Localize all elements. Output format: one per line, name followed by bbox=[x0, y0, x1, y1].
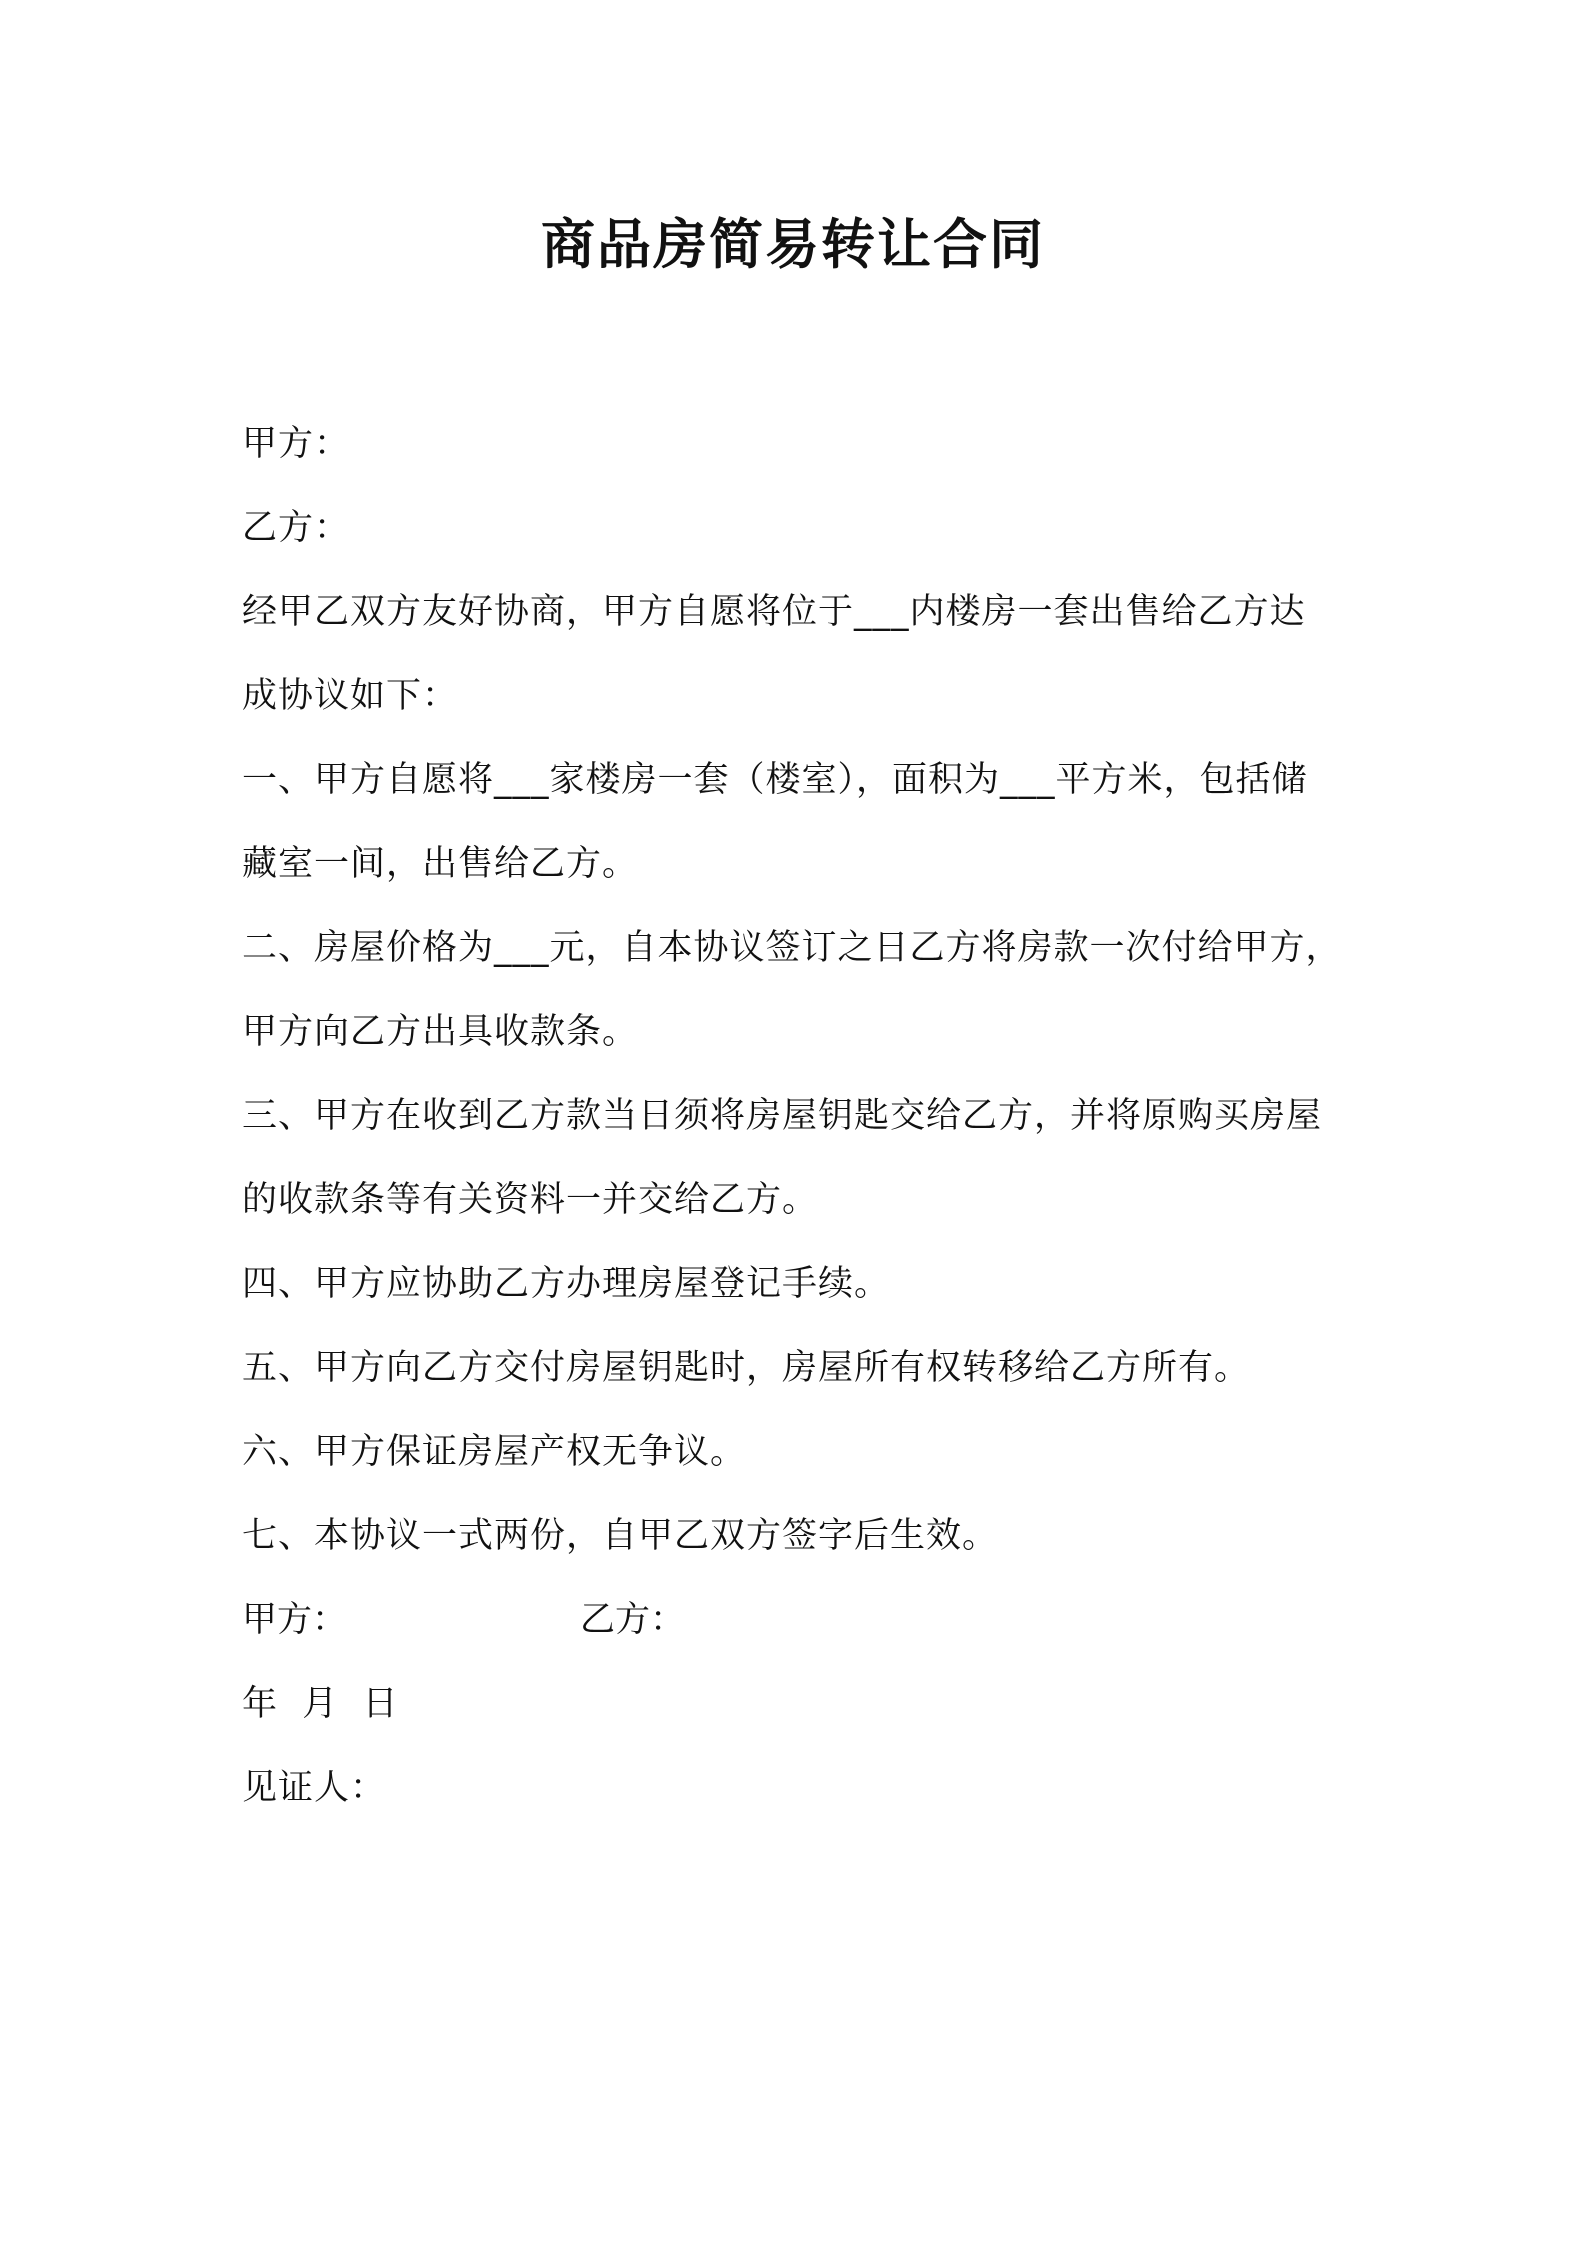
clause-5: 五、甲方向乙方交付房屋钥匙时，房屋所有权转移给乙方所有。 bbox=[242, 1348, 1251, 1388]
clause-2-line-1: 二、房屋价格为___元，自本协议签订之日乙方将房款一次付给甲方， bbox=[242, 928, 1342, 968]
document-title: 商品房简易转让合同 bbox=[541, 213, 1045, 276]
date-line: 年 月 日 bbox=[242, 1684, 399, 1724]
clause-1-line-2: 藏室一间，出售给乙方。 bbox=[242, 844, 639, 884]
clause-6: 六、甲方保证房屋产权无争议。 bbox=[242, 1432, 747, 1472]
witness-line: 见证人： bbox=[242, 1768, 387, 1808]
clause-4: 四、甲方应协助乙方办理房屋登记手续。 bbox=[242, 1264, 891, 1304]
party-a-line: 甲方： bbox=[242, 424, 351, 464]
party-b-line: 乙方： bbox=[242, 508, 351, 548]
preamble-line-1: 经甲乙双方友好协商，甲方自愿将位于___内楼房一套出售给乙方达 bbox=[242, 592, 1306, 632]
signature-party-a: 甲方： bbox=[242, 1600, 348, 1640]
clause-7: 七、本协议一式两份，自甲乙双方签字后生效。 bbox=[242, 1516, 999, 1556]
clause-2-line-2: 甲方向乙方出具收款条。 bbox=[242, 1012, 639, 1052]
signature-row bbox=[242, 1578, 1362, 1662]
clause-3-line-2: 的收款条等有关资料一并交给乙方。 bbox=[242, 1180, 819, 1220]
clause-3-line-1: 三、甲方在收到乙方款当日须将房屋钥匙交给乙方，并将原购买房屋 bbox=[242, 1096, 1323, 1136]
clause-1-line-1: 一、甲方自愿将___家楼房一套（楼室），面积为___平方米，包括储 bbox=[242, 760, 1308, 800]
signature-party-b: 乙方： bbox=[580, 1600, 686, 1640]
document-body bbox=[242, 402, 1362, 1830]
preamble-line-2: 成协议如下： bbox=[242, 676, 459, 716]
